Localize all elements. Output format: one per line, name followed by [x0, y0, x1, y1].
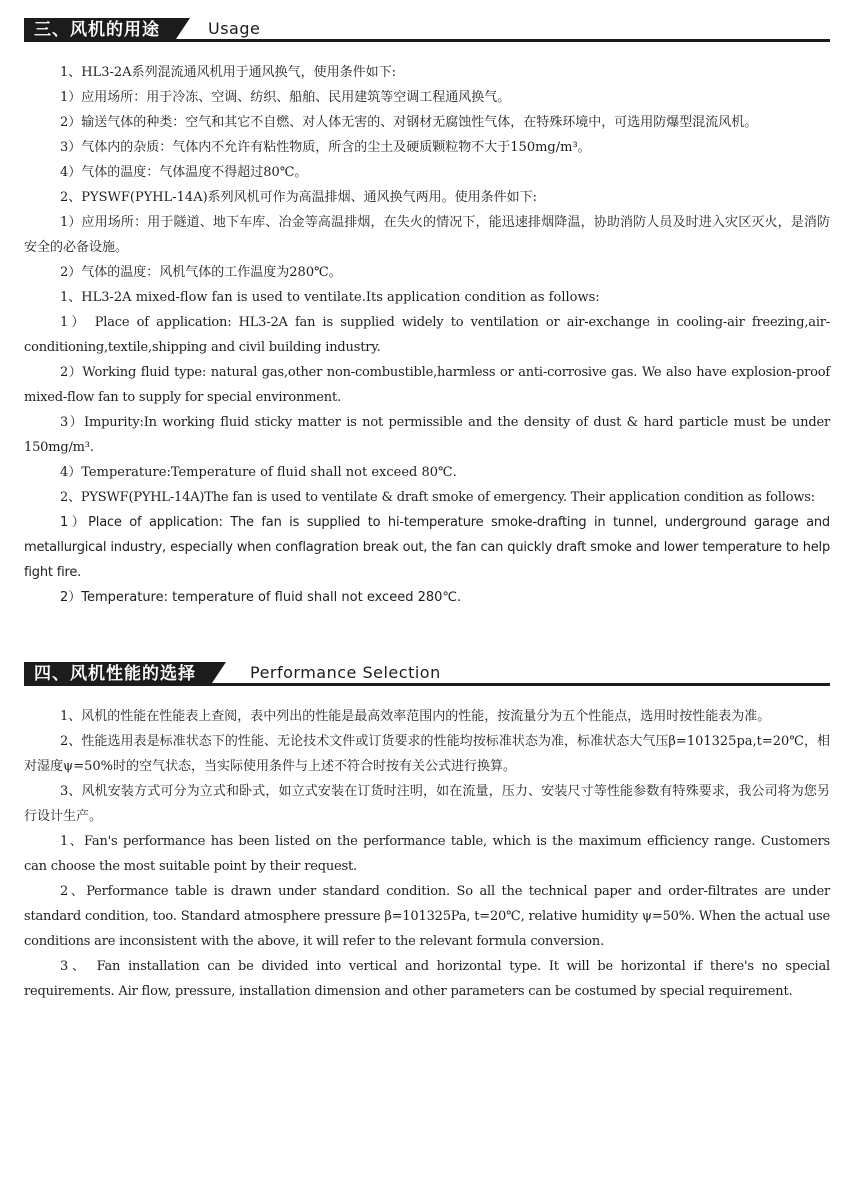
usage-body — [24, 60, 830, 610]
usage-paragraph: 1）应用场所：用于冷冻、空调、纺织、船舶、民用建筑等空调工程通风换气。 — [60, 90, 511, 105]
usage-paragraph: 1） Place of application: HL3-2A fan is supplied widely to ventilation or air-exchange in cooling-air freezing,air-conditioning,textile,shipping and civil building industry. — [24, 315, 830, 355]
usage-paragraph: 4）Temperature:Temperature of fluid shall not exceed 80℃. — [60, 465, 457, 480]
usage-section — [24, 18, 830, 610]
performance-paragraph: 2、Performance table is drawn under standard condition. So all the technical paper and order-filtrates are under standard condition, too. Standard atmosphere pressure β=101325Pa, t=20℃, relative humidity ψ=50%. When the actual use conditions are inconsistent with the above, it will refer to the relevant formula conversion. — [24, 884, 830, 949]
usage-paragraph: 1、HL3-2A系列混流通风机用于通风换气，使用条件如下: — [60, 65, 396, 80]
performance-paragraph: 3、风机安装方式可分为立式和卧式，如立式安装在订货时注明，如在流量，压力、安装尺寸等性能参数有特殊要求，我公司将为您另行设计生产。 — [24, 784, 830, 824]
usage-title-cn: 三、风机的用途 — [24, 18, 174, 42]
performance-paragraph: 2、性能选用表是标准状态下的性能、无论技术文件或订货要求的性能均按标准状态为准，标准状态大气压β=101325pa,t=20℃，相对湿度ψ=50%时的空气状态，当实际使用条件与上述不符合时按有关公式进行换算。 — [24, 734, 830, 774]
usage-paragraph: 1）应用场所：用于隧道、地下车库、冶金等高温排烟，在失火的情况下，能迅速排烟降温，协助消防人员及时进入灾区灭火，是消防安全的必备设施。 — [24, 215, 830, 255]
performance-paragraph: 1、Fan's performance has been listed on the performance table, which is the maximum efficiency range. Customers can choose the most suitable point by their request. — [24, 834, 830, 874]
usage-paragraph: 2）输送气体的种类：空气和其它不自燃、对人体无害的、对钢材无腐蚀性气体，在特殊环境中，可选用防爆型混流风机。 — [60, 115, 758, 130]
performance-title-cn: 四、风机性能的选择 — [24, 662, 210, 686]
usage-paragraph: 2、PYSWF(PYHL-14A)系列风机可作为高温排烟、通风换气两用。使用条件如下: — [60, 190, 538, 205]
performance-title-en: Performance Selection — [250, 663, 441, 682]
performance-paragraph: 1、风机的性能在性能表上查阅，表中列出的性能是最高效率范围内的性能，按流量分为五个性能点，选用时按性能表为准。 — [60, 709, 771, 724]
usage-paragraph: 2）Temperature: temperature of fluid shall not exceed 280℃. — [60, 590, 462, 605]
usage-paragraph: 2、PYSWF(PYHL-14A)The fan is used to ventilate & draft smoke of emergency. Their application condition as follows: — [60, 490, 815, 505]
usage-header — [24, 18, 830, 42]
usage-paragraph: 3）气体内的杂质：气体内不允许有粘性物质，所含的尘土及硬质颗粒物不大于150mg/m³。 — [60, 140, 591, 155]
performance-paragraph: 3、 Fan installation can be divided into vertical and horizontal type. It will be horizontal if there's no special requirements. Air flow, pressure, installation dimension and other parameters can be costumed by special requirement. — [24, 959, 830, 999]
usage-paragraph: 1）Place of application: The fan is supplied to hi-temperature smoke-drafting in tunnel, underground garage and metallurgical industry, especially when conflagration break out, the fan can quickly draft smoke and lower temperature to help fight fire. — [24, 515, 830, 580]
usage-title-en: Usage — [208, 19, 261, 38]
usage-paragraph: 2）Working fluid type: natural gas,other non-combustible,harmless or anti-corrosive gas. We also have explosion-proof mixed-flow fan to supply for special environment. — [24, 365, 830, 405]
usage-paragraph: 3）Impurity:In working fluid sticky matter is not permissible and the density of dust & hard particle must be under 150mg/m³. — [24, 415, 830, 455]
performance-section — [24, 662, 830, 1004]
performance-body — [24, 704, 830, 1004]
usage-paragraph: 4）气体的温度：气体温度不得超过80℃。 — [60, 165, 308, 180]
usage-paragraph: 2）气体的温度：风机气体的工作温度为280℃。 — [60, 265, 342, 280]
performance-header — [24, 662, 830, 686]
usage-paragraph: 1、HL3-2A mixed-flow fan is used to ventilate.Its application condition as follows: — [60, 290, 600, 305]
